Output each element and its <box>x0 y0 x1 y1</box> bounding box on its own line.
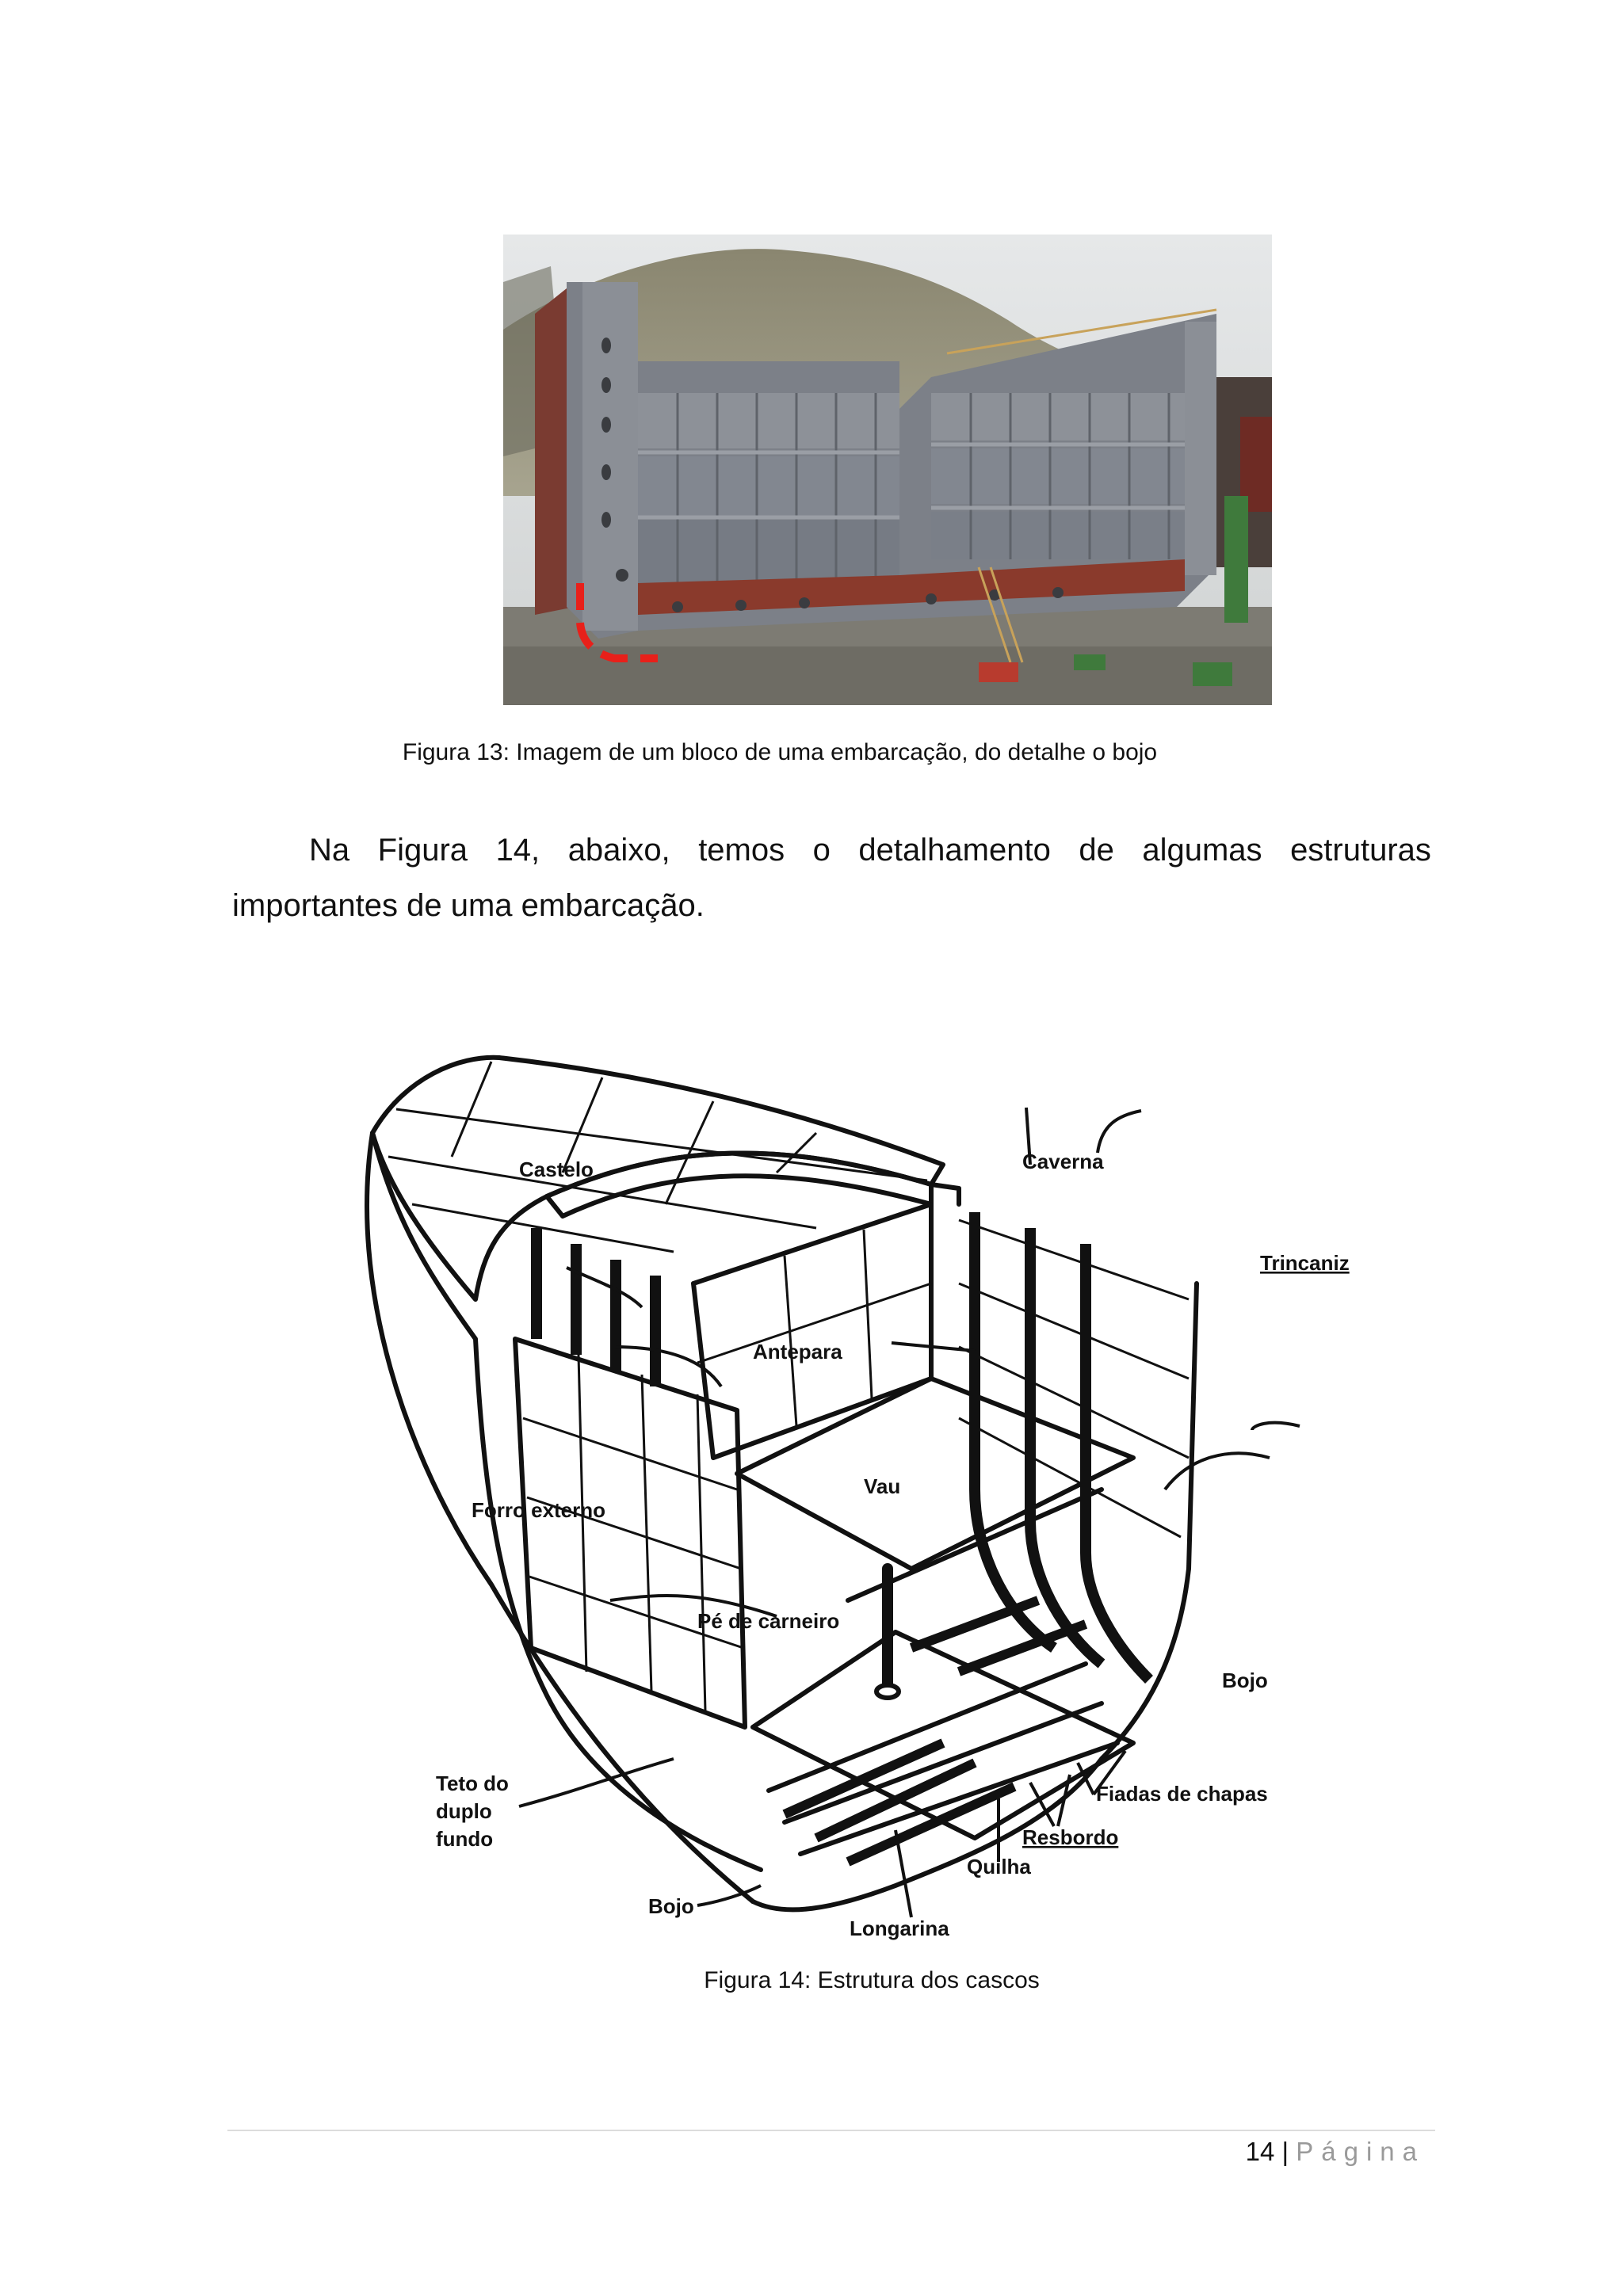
label-pe-de-carneiro: Pé de carneiro <box>697 1609 840 1633</box>
word: Na <box>309 833 350 868</box>
footer-separator: | <box>1281 2137 1289 2166</box>
word: detalhamento <box>858 833 1051 868</box>
label-quilha: Quilha <box>967 1855 1031 1878</box>
word: o <box>812 833 831 868</box>
word: algumas <box>1142 833 1262 868</box>
ship-block-photo <box>503 235 1272 705</box>
label-vau: Vau <box>864 1474 901 1498</box>
page-footer <box>1246 2137 1425 2167</box>
word: Figura <box>377 833 468 868</box>
word: estruturas <box>1290 833 1431 868</box>
label-teto-line-3: fundo <box>436 1827 494 1851</box>
label-longarina: Longarina <box>850 1917 949 1940</box>
word: temos <box>698 833 785 868</box>
word: 14, <box>495 833 540 868</box>
label-antepara: Antepara <box>753 1340 842 1363</box>
label-bojo-right: Bojo <box>1222 1669 1268 1692</box>
hull-structure-diagram <box>341 1046 1350 1941</box>
word: abaixo, <box>567 833 670 868</box>
paragraph-line-1 <box>232 822 1431 878</box>
label-resbordo: Resbordo <box>1022 1825 1119 1849</box>
figure-13-caption: Figura 13: Imagem de um bloco de uma embarcação, do detalhe o bojo <box>402 739 1158 765</box>
label-teto-line-2: duplo <box>436 1799 492 1823</box>
label-fiadas-de-chapas: Fiadas de chapas <box>1096 1782 1268 1806</box>
page-number: 14 <box>1245 2137 1275 2166</box>
footer-divider <box>227 2130 1435 2131</box>
label-caverna: Caverna <box>1022 1150 1104 1173</box>
body-paragraph <box>232 822 1431 933</box>
word: de <box>1079 833 1114 868</box>
label-forro-externo: Forro externo <box>472 1498 606 1522</box>
label-trincaniz: Trincaniz <box>1260 1251 1350 1275</box>
page-word: Página <box>1296 2137 1425 2166</box>
label-teto-line-1: Teto do <box>436 1772 509 1795</box>
label-castelo: Castelo <box>519 1158 594 1181</box>
label-bojo-bottom: Bojo <box>648 1894 694 1918</box>
figure-14-caption: Figura 14: Estrutura dos cascos <box>704 1967 1040 1993</box>
paragraph-line-2: importantes de uma embarcação. <box>232 888 705 923</box>
